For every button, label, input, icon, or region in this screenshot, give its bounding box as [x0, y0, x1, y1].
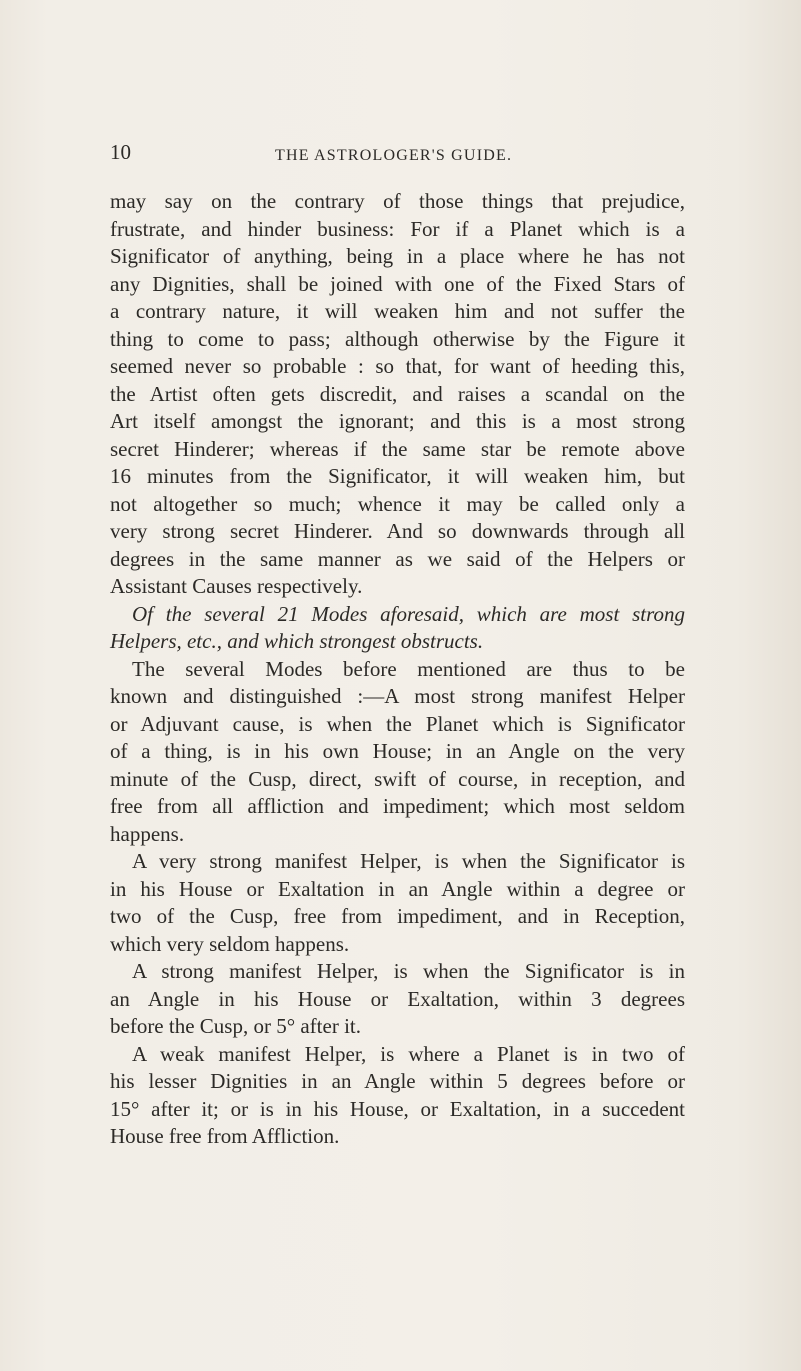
text-line: 15° after it; or is in his House, or Exaltation, in a succedent — [110, 1096, 685, 1121]
text-line: of a thing, is in his own House; in an Angle on the very — [110, 739, 685, 763]
text-line: A weak manifest Helper, is where a Planet is in two of — [132, 1041, 685, 1066]
text-line: frustrate, and hinder business: For if a Planet which is a — [110, 216, 685, 241]
text-line: or Adjuvant cause, is when the Planet which is Significator — [110, 711, 685, 736]
text-line: free from all affliction and impediment; which most seldom — [110, 794, 685, 818]
text-line: may say on the contrary of those things that prejudice, — [110, 189, 685, 213]
text-line: House free from Affliction. — [110, 1124, 340, 1148]
text-line: minute of the Cusp, direct, swift of course, in reception, and — [110, 766, 685, 791]
text-line: not altogether so much; whence it may be called only a — [110, 491, 685, 516]
text-line: Assistant Causes respectively. — [110, 574, 363, 598]
text-line: A strong manifest Helper, is when the Significator is in — [132, 959, 685, 983]
text-line: which very seldom happens. — [110, 931, 350, 956]
text-line: an Angle in his House or Exaltation, within 3 degrees — [110, 986, 685, 1011]
text-line: a contrary nature, it will weaken him and not suffer the — [110, 299, 685, 323]
text-line: very strong secret Hinderer. And so downwards through all — [110, 519, 685, 543]
text-line: The several Modes before mentioned are thus to be — [132, 656, 685, 681]
text-line: seemed never so probable : so that, for want of heeding this, — [110, 354, 685, 378]
text-line: 16 minutes from the Significator, it will weaken him, but — [110, 464, 685, 488]
text-line: degrees in the same manner as we said of the Helpers or — [110, 546, 685, 571]
running-head: THE ASTROLOGER'S GUIDE. — [275, 147, 513, 164]
text-line: known and distinguished :—A most strong manifest Helper — [110, 684, 685, 708]
body-text — [110, 188, 685, 1151]
text-line: Art itself amongst the ignorant; and this is a most strong — [110, 409, 685, 433]
text-line: thing to come to pass; although otherwise by the Figure it — [110, 326, 685, 351]
page-number: 10 — [110, 140, 131, 164]
text-line: his lesser Dignities in an Angle within 5 degrees before or — [110, 1069, 685, 1093]
text-line: Significator of anything, being in a place where he has not — [110, 244, 685, 268]
text-line: two of the Cusp, free from impediment, and in Reception, — [110, 904, 685, 928]
text-line: in his House or Exaltation in an Angle within a degree or — [110, 876, 685, 901]
text-line: before the Cusp, or 5° after it. — [110, 1014, 361, 1038]
section-heading-line: Helpers, etc., and which strongest obstructs. — [110, 629, 484, 653]
text-line: any Dignities, shall be joined with one of the Fixed Stars of — [110, 271, 685, 296]
text-line: secret Hinderer; whereas if the same star be remote above — [110, 436, 685, 461]
text-line: A very strong manifest Helper, is when the Significator is — [132, 849, 685, 873]
text-line: the Artist often gets discredit, and raises a scandal on the — [110, 381, 685, 406]
section-heading-line: Of the several 21 Modes aforesaid, which are most strong — [132, 601, 685, 626]
text-line: happens. — [110, 821, 185, 846]
